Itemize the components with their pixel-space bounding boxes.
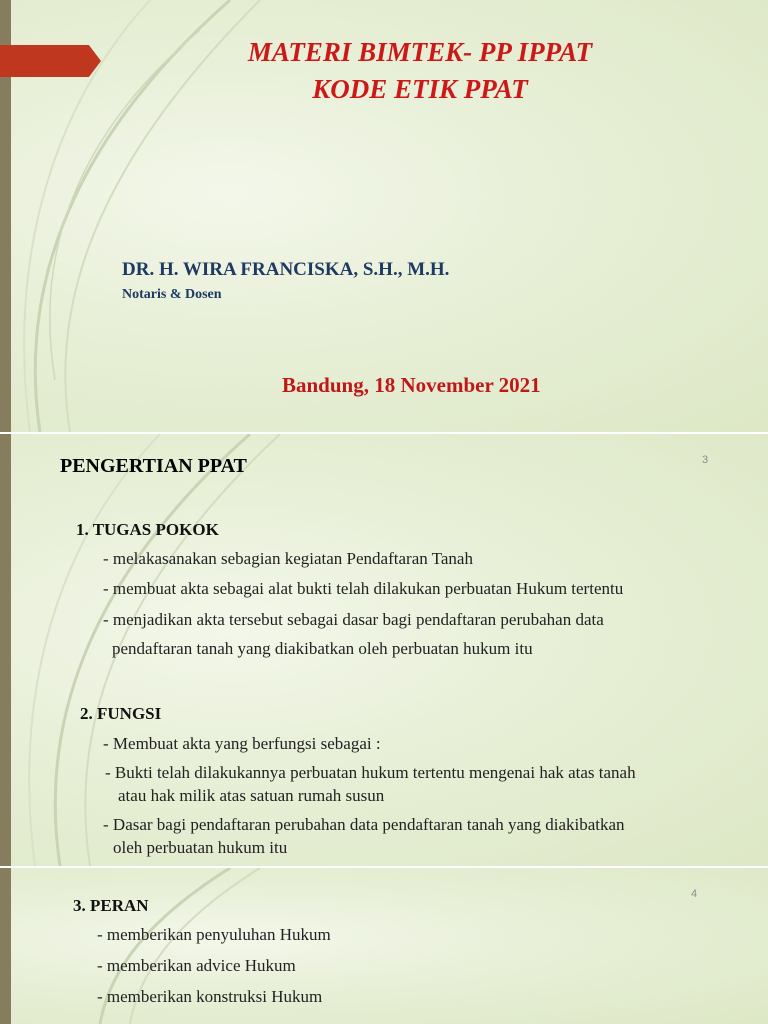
presentation-date: Bandung, 18 November 2021 [282,373,541,397]
list-item: - membuat akta sebagai alat bukti telah dilakukan perbuatan Hukum tertentu [103,579,624,598]
title-line-1: MATERI BIMTEK- PP IPPAT [247,37,593,67]
author-name: DR. H. WIRA FRANCISKA, S.H., M.H. [122,259,450,280]
list-item: - memberikan konstruksi Hukum [97,987,323,1006]
slide-pengertian [0,434,768,866]
arrow-marker [0,45,101,77]
left-accent-bar [0,434,11,866]
title-line-2: KODE ETIK PPAT [312,74,528,104]
page-number: 3 [702,454,709,466]
section-title-fungsi: 2. FUNGSI [80,704,162,723]
slide-peran [0,868,768,1024]
list-item: - Bukti telah dilakukannya perbuatan hukum tertentu mengenai hak atas tanah [105,763,636,782]
left-accent-bar [0,868,11,1024]
author-role: Notaris & Dosen [122,287,222,302]
list-item: - Dasar bagi pendaftaran perubahan data pendaftaran tanah yang diakibatkan [103,815,625,834]
list-item: - menjadikan akta tersebut sebagai dasar bagi pendaftaran perubahan data [103,610,604,629]
list-item: - memberikan advice Hukum [97,956,296,975]
slide-heading: PENGERTIAN PPAT [60,455,247,477]
list-item: oleh perbuatan hukum itu [113,838,288,857]
list-item: - melakasanakan sebagian kegiatan Pendaftaran Tanah [103,549,473,568]
section-title-peran: 3. PERAN [73,896,149,915]
title-slide [0,0,768,432]
page-number: 4 [691,888,698,900]
list-item: - Membuat akta yang berfungsi sebagai : [103,734,381,753]
section-title-tugas-pokok: 1. TUGAS POKOK [76,520,219,539]
list-item: pendaftaran tanah yang diakibatkan oleh perbuatan hukum itu [112,639,533,658]
list-item: atau hak milik atas satuan rumah susun [118,786,385,805]
list-item: - memberikan penyuluhan Hukum [97,925,331,944]
